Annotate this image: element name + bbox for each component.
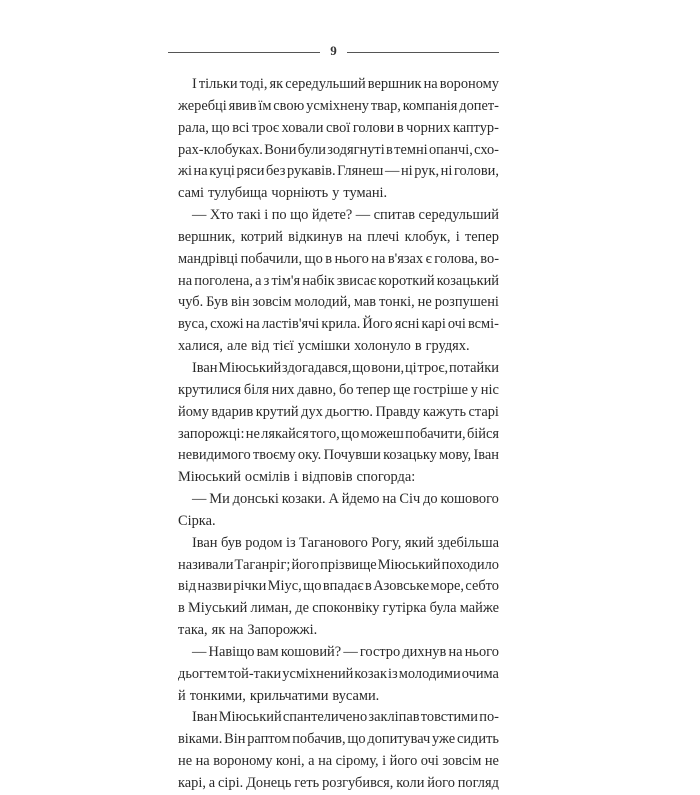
text-line: чуб. Був він зовсім молодий, мав тонкі, не розпушені [178, 294, 499, 311]
text-line: рах-клобуках. Вони були зодягнуті в темні опанчі, схо- [178, 141, 499, 158]
page-number: 9 [330, 43, 337, 58]
text-line: Міюський осмілів і відповів спогорда: [178, 469, 416, 486]
text-line: невидимого твоєму оку. Почувши козацьку мову, Іван [178, 447, 499, 464]
text-line: від назви річки Міус, що впадає в Азовське море, себто [178, 578, 499, 595]
text-line: мандрівці побачили, що в нього на в'язах є голова, во- [178, 250, 499, 267]
text-line: І тільки тоді, як середульший вершник на вороному [192, 76, 499, 92]
text-line: Іван Міюський здогадався, що вони, ці троє, потайки [192, 359, 499, 376]
text-line: жеребці явив їм свою усміхнену твар, компанія допет- [178, 97, 499, 114]
text-line: йому вдарив крутий дух дьогтю. Правду кажуть старі [178, 403, 499, 420]
text-line: вуса, схожі на ластів'ячі крила. Його ясні карі очі всмі- [178, 316, 499, 333]
text-line: запорожці: не лякайся того, що можеш побачити, бійся [178, 425, 499, 442]
text-line: крутилися біля них давно, бо тепер ще гостріше у ніс [178, 381, 499, 398]
text-line: халися, але від тієї усмішки холонуло в грудях. [178, 338, 470, 355]
text-line: карі, а сірі. Донець геть розгубився, коли його погляд [178, 775, 499, 791]
text-line: віками. Він раптом побачив, що допитувач уже сидить [178, 731, 499, 748]
text-line: в Міуський лиман, де споконвіку гутірка була майже [178, 600, 499, 617]
text-line: Сірка. [178, 512, 216, 529]
text-line: Іван був родом із Таганового Рогу, який здебільша [192, 534, 499, 551]
text-line: не на вороному коні, а на сірому, і його очі зовсім не [178, 753, 499, 770]
text-line: дьогтем той-таки усміхнений козак із молодими очима [178, 665, 499, 682]
text-line: рала, що всі троє ховали свої голови в чорних каптур- [178, 119, 499, 136]
text-line: — Ми донські козаки. А йдемо на Січ до кошового [192, 491, 499, 508]
text-line: самі тулубища чорніють у тумані. [178, 185, 388, 202]
page-header [168, 42, 499, 58]
header-rule-right [347, 52, 499, 53]
text-line: й тонкими, крильчатими вусами. [178, 687, 380, 704]
text-line: вершник, котрий відкинув на плечі клобук, і тепер [178, 228, 499, 245]
text-line: жі на куці ряси без рукавів. Глянеш — ні рук, ні голови, [178, 163, 499, 180]
text-line: така, як на Запорожжі. [178, 622, 318, 639]
text-line: — Навіщо вам кошовий? — гостро дихнув на нього [192, 643, 499, 660]
text-line: Іван Міюський спантеличено закліпав товстими по- [192, 709, 499, 726]
text-line: називали Таганріг; його прізвище Міюський походило [178, 556, 499, 573]
text-line: — Хто такі і по що йдете? — спитав середульший [192, 207, 499, 224]
text-line: на поголена, а з тім'я набік звисає короткий козацький [178, 272, 499, 289]
body-text [178, 74, 499, 795]
